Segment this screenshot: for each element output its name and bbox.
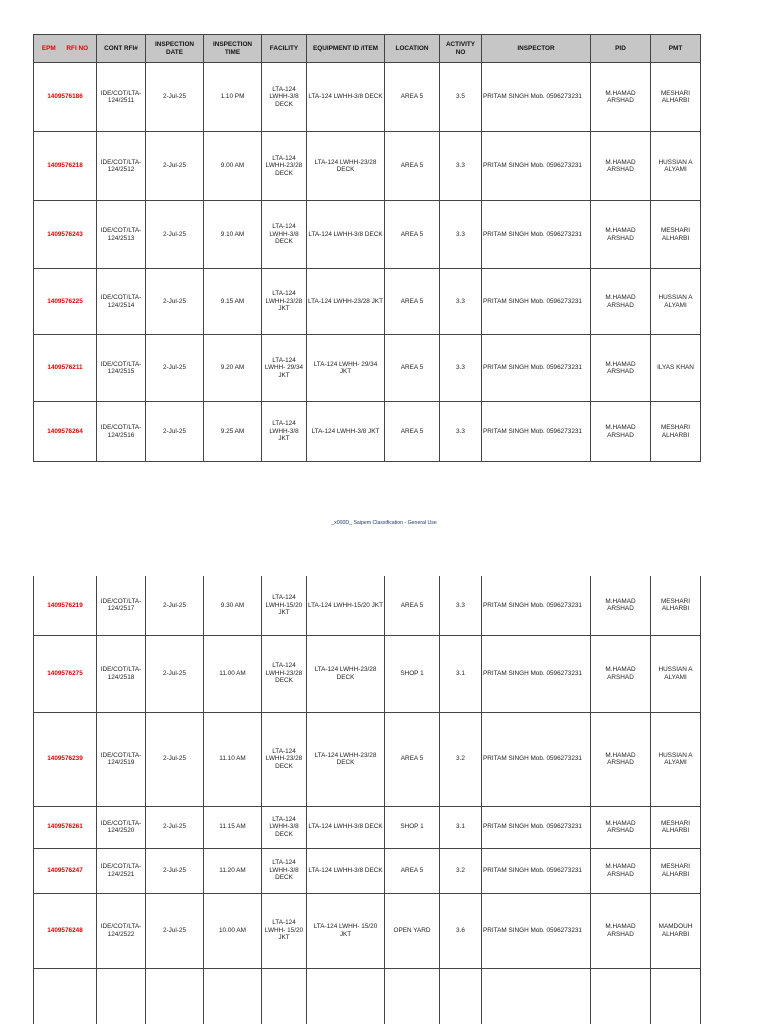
location-cell: OPEN YARD bbox=[385, 893, 440, 968]
inspection-time-cell: 10.00 AM bbox=[204, 893, 262, 968]
epm-rfi-cell: 1409576186 bbox=[34, 63, 97, 132]
location-cell: AREA 5 bbox=[385, 63, 440, 132]
location-cell: AREA 5 bbox=[385, 848, 440, 893]
cont-rfi-cell: IDE/COT/LTA-124/2514 bbox=[97, 269, 146, 335]
location-cell: SHOP 1 bbox=[385, 806, 440, 848]
header-row bbox=[34, 35, 701, 63]
activity-no-cell: 3.2 bbox=[440, 712, 482, 806]
pid-cell: M.HAMAD ARSHAD bbox=[591, 63, 651, 132]
empty-cell bbox=[651, 968, 701, 1024]
inspection-time-cell: 11.00 AM bbox=[204, 635, 262, 712]
activity-no-cell: 3.5 bbox=[440, 63, 482, 132]
facility-cell: LTA-124 LWHH-3/8 DECK bbox=[262, 848, 307, 893]
pmt-cell: MESHARI ALHARBI bbox=[651, 806, 701, 848]
activity-no-cell: 3.2 bbox=[440, 848, 482, 893]
header-pid: PID bbox=[591, 35, 651, 63]
epm-rfi-cell: 1409576247 bbox=[34, 848, 97, 893]
inspector-cell: PRITAM SINGH Mob. 0596273231 bbox=[482, 893, 591, 968]
facility-cell: LTA-124 LWHH-3/8 DECK bbox=[262, 806, 307, 848]
inspection-time-cell: 9.10 AM bbox=[204, 201, 262, 269]
epm-rfi-cell: 1409576264 bbox=[34, 402, 97, 462]
table-row bbox=[34, 132, 701, 201]
inspection-time-cell: 9.15 AM bbox=[204, 269, 262, 335]
empty-cell bbox=[146, 968, 204, 1024]
pmt-cell: ILYAS KHAN bbox=[651, 335, 701, 402]
pid-cell: M.HAMAD ARSHAD bbox=[591, 132, 651, 201]
epm-rfi-cell: 1409576275 bbox=[34, 635, 97, 712]
epm-rfi-cell: 1409576225 bbox=[34, 269, 97, 335]
inspector-cell: PRITAM SINGH Mob. 0596273231 bbox=[482, 576, 591, 635]
empty-cell bbox=[97, 968, 146, 1024]
location-cell: AREA 5 bbox=[385, 132, 440, 201]
facility-cell: LTA-124 LWHH-23/28 DECK bbox=[262, 132, 307, 201]
pid-cell: M.HAMAD ARSHAD bbox=[591, 269, 651, 335]
location-cell: AREA 5 bbox=[385, 269, 440, 335]
empty-cell bbox=[204, 968, 262, 1024]
inspection-time-cell: 11.10 AM bbox=[204, 712, 262, 806]
header-epm: EPM bbox=[41, 44, 56, 52]
inspection-date-cell: 2-Jul-25 bbox=[146, 132, 204, 201]
pid-cell: M.HAMAD ARSHAD bbox=[591, 635, 651, 712]
inspection-date-cell: 2-Jul-25 bbox=[146, 712, 204, 806]
inspector-cell: PRITAM SINGH Mob. 0596273231 bbox=[482, 712, 591, 806]
table-row bbox=[34, 893, 701, 968]
table-row bbox=[34, 269, 701, 335]
inspector-cell: PRITAM SINGH Mob. 0596273231 bbox=[482, 402, 591, 462]
header-inspection-time: INSPECTION TIME bbox=[204, 35, 262, 63]
inspection-time-cell: 9.20 AM bbox=[204, 335, 262, 402]
empty-row bbox=[34, 968, 701, 1024]
pmt-cell: MAMDOUH ALHARBI bbox=[651, 893, 701, 968]
location-cell: AREA 5 bbox=[385, 402, 440, 462]
pid-cell: M.HAMAD ARSHAD bbox=[591, 712, 651, 806]
activity-no-cell: 3.1 bbox=[440, 806, 482, 848]
activity-no-cell: 3.3 bbox=[440, 335, 482, 402]
epm-rfi-cell: 1409576218 bbox=[34, 132, 97, 201]
cont-rfi-cell: IDE/COT/LTA-124/2515 bbox=[97, 335, 146, 402]
table-row bbox=[34, 201, 701, 269]
cont-rfi-cell: IDE/COT/LTA-124/2522 bbox=[97, 893, 146, 968]
cont-rfi-cell: IDE/COT/LTA-124/2516 bbox=[97, 402, 146, 462]
facility-cell: LTA-124 LWHH-23/28 DECK bbox=[262, 712, 307, 806]
equipment-cell: LTA-124 LWHH- 15/20 JKT bbox=[307, 893, 385, 968]
classification-footer: _x000D_ Saipem Classification - General Use bbox=[331, 520, 437, 526]
inspector-cell: PRITAM SINGH Mob. 0596273231 bbox=[482, 269, 591, 335]
empty-cell bbox=[262, 968, 307, 1024]
inspection-date-cell: 2-Jul-25 bbox=[146, 893, 204, 968]
activity-no-cell: 3.3 bbox=[440, 132, 482, 201]
inspector-cell: PRITAM SINGH Mob. 0596273231 bbox=[482, 63, 591, 132]
empty-cell bbox=[482, 968, 591, 1024]
equipment-cell: LTA-124 LWHH-3/8 DECK bbox=[307, 806, 385, 848]
pmt-cell: MESHARI ALHARBI bbox=[651, 402, 701, 462]
equipment-cell: LTA-124 LWHH- 29/34 JKT bbox=[307, 335, 385, 402]
header-rfi-no: RFI NO bbox=[66, 44, 89, 52]
cont-rfi-cell: IDE/COT/LTA-124/2520 bbox=[97, 806, 146, 848]
inspection-time-cell: 11.15 AM bbox=[204, 806, 262, 848]
activity-no-cell: 3.6 bbox=[440, 893, 482, 968]
header-inspector: INSPECTOR bbox=[482, 35, 591, 63]
epm-rfi-cell: 1409576219 bbox=[34, 576, 97, 635]
facility-cell: LTA-124 LWHH-3/8 DECK bbox=[262, 63, 307, 132]
cont-rfi-cell: IDE/COT/LTA-124/2511 bbox=[97, 63, 146, 132]
inspector-cell: PRITAM SINGH Mob. 0596273231 bbox=[482, 335, 591, 402]
header-epm-rfi bbox=[34, 35, 97, 63]
header-location: LOCATION bbox=[385, 35, 440, 63]
inspection-time-cell: 9.25 AM bbox=[204, 402, 262, 462]
table-body-page1 bbox=[34, 63, 701, 462]
inspection-date-cell: 2-Jul-25 bbox=[146, 806, 204, 848]
epm-rfi-cell: 1409576211 bbox=[34, 335, 97, 402]
table-row bbox=[34, 63, 701, 132]
inspection-time-cell: 1.10 PM bbox=[204, 63, 262, 132]
inspector-cell: PRITAM SINGH Mob. 0596273231 bbox=[482, 132, 591, 201]
inspection-time-cell: 9.30 AM bbox=[204, 576, 262, 635]
facility-cell: LTA-124 LWHH-15/20 JKT bbox=[262, 576, 307, 635]
inspection-time-cell: 9.00 AM bbox=[204, 132, 262, 201]
empty-cell bbox=[591, 968, 651, 1024]
epm-rfi-cell: 1409576243 bbox=[34, 201, 97, 269]
cont-rfi-cell: IDE/COT/LTA-124/2517 bbox=[97, 576, 146, 635]
inspection-date-cell: 2-Jul-25 bbox=[146, 335, 204, 402]
empty-cell bbox=[307, 968, 385, 1024]
epm-rfi-cell: 1409576248 bbox=[34, 893, 97, 968]
inspector-cell: PRITAM SINGH Mob. 0596273231 bbox=[482, 806, 591, 848]
pid-cell: M.HAMAD ARSHAD bbox=[591, 402, 651, 462]
empty-cell bbox=[440, 968, 482, 1024]
facility-cell: LTA-124 LWHH- 29/34 JKT bbox=[262, 335, 307, 402]
activity-no-cell: 3.3 bbox=[440, 269, 482, 335]
equipment-cell: LTA-124 LWHH-23/28 DECK bbox=[307, 132, 385, 201]
epm-rfi-cell: 1409576239 bbox=[34, 712, 97, 806]
pmt-cell: HUSSIAN A ALYAMI bbox=[651, 635, 701, 712]
pid-cell: M.HAMAD ARSHAD bbox=[591, 848, 651, 893]
pmt-cell: HUSSIAN A ALYAMI bbox=[651, 712, 701, 806]
equipment-cell: LTA-124 LWHH-3/8 DECK bbox=[307, 848, 385, 893]
location-cell: AREA 5 bbox=[385, 576, 440, 635]
inspection-date-cell: 2-Jul-25 bbox=[146, 269, 204, 335]
header-equipment: EQUIPMENT ID /ITEM bbox=[307, 35, 385, 63]
inspection-time-cell: 11.20 AM bbox=[204, 848, 262, 893]
facility-cell: LTA-124 LWHH-23/28 JKT bbox=[262, 269, 307, 335]
activity-no-cell: 3.3 bbox=[440, 201, 482, 269]
location-cell: AREA 5 bbox=[385, 201, 440, 269]
table-row bbox=[34, 402, 701, 462]
cont-rfi-cell: IDE/COT/LTA-124/2521 bbox=[97, 848, 146, 893]
header-cont-rfi: CONT RFI# bbox=[97, 35, 146, 63]
cont-rfi-cell: IDE/COT/LTA-124/2512 bbox=[97, 132, 146, 201]
header-inspection-date: INSPECTION DATE bbox=[146, 35, 204, 63]
table-row bbox=[34, 635, 701, 712]
equipment-cell: LTA-124 LWHH-23/28 DECK bbox=[307, 712, 385, 806]
inspection-date-cell: 2-Jul-25 bbox=[146, 635, 204, 712]
header-activity-no: ACTIVITY NO bbox=[440, 35, 482, 63]
header-pmt: PMT bbox=[651, 35, 701, 63]
location-cell: SHOP 1 bbox=[385, 635, 440, 712]
table-body-page2 bbox=[34, 576, 701, 1024]
rfi-table-page1 bbox=[33, 34, 701, 462]
activity-no-cell: 3.1 bbox=[440, 635, 482, 712]
inspector-cell: PRITAM SINGH Mob. 0596273231 bbox=[482, 635, 591, 712]
pmt-cell: MESHARI ALHARBI bbox=[651, 201, 701, 269]
equipment-cell: LTA-124 LWHH-23/28 DECK bbox=[307, 635, 385, 712]
empty-cell bbox=[34, 968, 97, 1024]
table-row bbox=[34, 806, 701, 848]
pid-cell: M.HAMAD ARSHAD bbox=[591, 576, 651, 635]
inspection-date-cell: 2-Jul-25 bbox=[146, 402, 204, 462]
equipment-cell: LTA-124 LWHH-23/28 JKT bbox=[307, 269, 385, 335]
pid-cell: M.HAMAD ARSHAD bbox=[591, 893, 651, 968]
facility-cell: LTA-124 LWHH- 15/20 JKT bbox=[262, 893, 307, 968]
table-row bbox=[34, 576, 701, 635]
pid-cell: M.HAMAD ARSHAD bbox=[591, 335, 651, 402]
location-cell: AREA 5 bbox=[385, 712, 440, 806]
inspection-date-cell: 2-Jul-25 bbox=[146, 576, 204, 635]
table-row bbox=[34, 712, 701, 806]
facility-cell: LTA-124 LWHH-3/8 DECK bbox=[262, 201, 307, 269]
activity-no-cell: 3.3 bbox=[440, 402, 482, 462]
pmt-cell: HUSSIAN A ALYAMI bbox=[651, 269, 701, 335]
facility-cell: LTA-124 LWHH-23/28 DECK bbox=[262, 635, 307, 712]
rfi-table-page2 bbox=[33, 576, 701, 1024]
table-row bbox=[34, 848, 701, 893]
equipment-cell: LTA-124 LWHH-3/8 DECK bbox=[307, 201, 385, 269]
inspector-cell: PRITAM SINGH Mob. 0596273231 bbox=[482, 201, 591, 269]
equipment-cell: LTA-124 LWHH-3/8 JKT bbox=[307, 402, 385, 462]
empty-cell bbox=[385, 968, 440, 1024]
activity-no-cell: 3.3 bbox=[440, 576, 482, 635]
pid-cell: M.HAMAD ARSHAD bbox=[591, 806, 651, 848]
cont-rfi-cell: IDE/COT/LTA-124/2513 bbox=[97, 201, 146, 269]
pmt-cell: MESHARI ALHARBI bbox=[651, 576, 701, 635]
inspector-cell: PRITAM SINGH Mob. 0596273231 bbox=[482, 848, 591, 893]
facility-cell: LTA-124 LWHH-3/8 JKT bbox=[262, 402, 307, 462]
cont-rfi-cell: IDE/COT/LTA-124/2518 bbox=[97, 635, 146, 712]
equipment-cell: LTA-124 LWHH-15/20 JKT bbox=[307, 576, 385, 635]
inspection-date-cell: 2-Jul-25 bbox=[146, 63, 204, 132]
pmt-cell: MESHARI ALHARBI bbox=[651, 63, 701, 132]
location-cell: AREA 5 bbox=[385, 335, 440, 402]
epm-rfi-cell: 1409576261 bbox=[34, 806, 97, 848]
table-row bbox=[34, 335, 701, 402]
cont-rfi-cell: IDE/COT/LTA-124/2519 bbox=[97, 712, 146, 806]
pid-cell: M.HAMAD ARSHAD bbox=[591, 201, 651, 269]
header-facility: FACILITY bbox=[262, 35, 307, 63]
inspection-date-cell: 2-Jul-25 bbox=[146, 201, 204, 269]
inspection-date-cell: 2-Jul-25 bbox=[146, 848, 204, 893]
pmt-cell: HUSSIAN A ALYAMI bbox=[651, 132, 701, 201]
pmt-cell: MESHARI ALHARBI bbox=[651, 848, 701, 893]
equipment-cell: LTA-124 LWHH-3/8 DECK bbox=[307, 63, 385, 132]
